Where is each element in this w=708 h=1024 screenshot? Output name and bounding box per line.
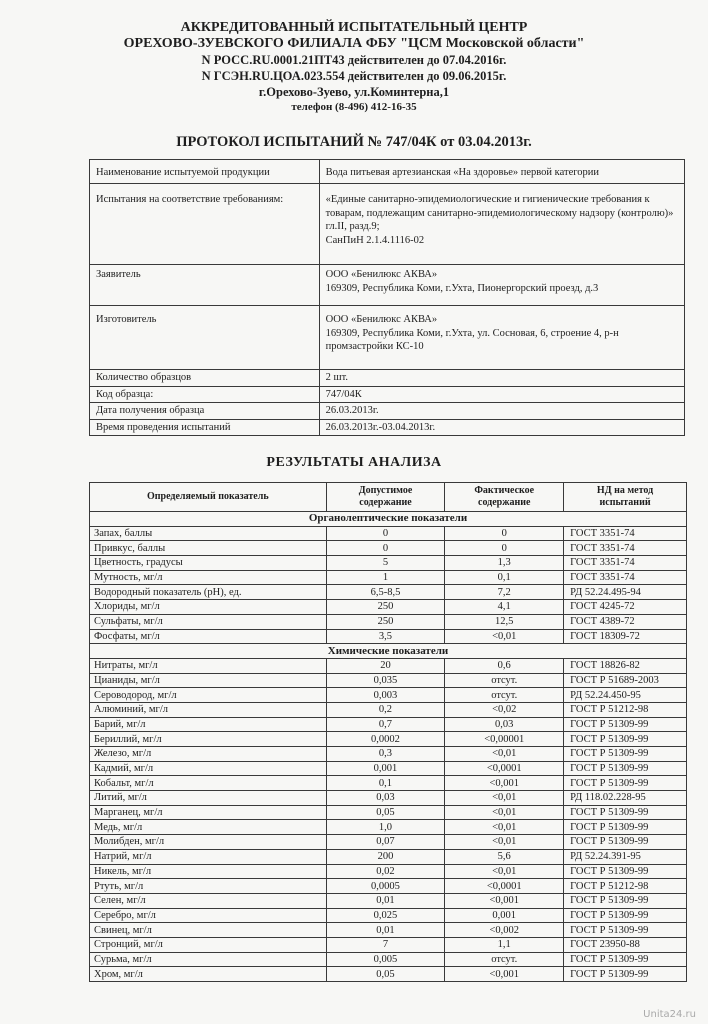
allowed-value-cell: 250 xyxy=(326,614,445,629)
column-header-label: содержание xyxy=(478,497,531,508)
parameter-name-cell: Нитраты, мг/л xyxy=(90,658,327,673)
parameter-name-cell: Молибден, мг/л xyxy=(90,835,327,850)
info-value: Вода питьевая артезианская «На здоровье» первой категории xyxy=(319,160,684,184)
method-cell: ГОСТ Р 51309-99 xyxy=(564,864,687,879)
actual-value-cell: 5,6 xyxy=(445,849,564,864)
method-cell: ГОСТ 4389-72 xyxy=(564,614,687,629)
method-cell: ГОСТ Р 51309-99 xyxy=(564,923,687,938)
info-row xyxy=(90,184,685,265)
parameter-name-cell: Кадмий, мг/л xyxy=(90,761,327,776)
allowed-value-cell: 0,0005 xyxy=(326,879,445,894)
allowed-value-cell: 0,03 xyxy=(326,791,445,806)
organization-header xyxy=(0,20,708,114)
info-row xyxy=(90,386,685,403)
allowed-value-cell: 0,01 xyxy=(326,923,445,938)
results-title: РЕЗУЛЬТАТЫ АНАЛИЗА xyxy=(266,455,442,470)
info-key: Количество образцов xyxy=(90,370,320,387)
actual-value-cell: <0,01 xyxy=(445,820,564,835)
method-cell: ГОСТ Р 51309-99 xyxy=(564,952,687,967)
actual-value-cell: 4,1 xyxy=(445,600,564,615)
method-cell: ГОСТ Р 51309-99 xyxy=(564,835,687,850)
actual-value-cell: <0,02 xyxy=(445,702,564,717)
parameter-name-cell: Медь, мг/л xyxy=(90,820,327,835)
info-value-cell xyxy=(319,306,684,370)
parameter-name-cell: Никель, мг/л xyxy=(90,864,327,879)
actual-value-cell: <0,01 xyxy=(445,805,564,820)
info-value: ООО «Бенилюкс АКВА» xyxy=(325,269,438,280)
parameter-name-cell: Натрий, мг/л xyxy=(90,849,327,864)
actual-value-cell: <0,00001 xyxy=(445,732,564,747)
column-header-label: испытаний xyxy=(599,497,651,508)
table-row xyxy=(90,688,687,703)
header-line: N ГСЭН.RU.ЦОА.023.554 действителен до 09.06.2015г. xyxy=(201,69,507,83)
info-value: 26.03.2013г.-03.04.2013г. xyxy=(319,419,684,436)
table-row xyxy=(90,526,687,541)
actual-value-cell: <0,001 xyxy=(445,967,564,982)
info-row xyxy=(90,403,685,420)
method-cell: ГОСТ Р 51309-99 xyxy=(564,732,687,747)
parameter-name-cell: Кобальт, мг/л xyxy=(90,776,327,791)
method-cell: РД 118.02.228-95 xyxy=(564,791,687,806)
table-row xyxy=(90,791,687,806)
method-cell: РД 52.24.391-95 xyxy=(564,849,687,864)
allowed-value-cell: 1,0 xyxy=(326,820,445,835)
parameter-name-cell: Хлориды, мг/л xyxy=(90,600,327,615)
actual-value-cell: 0 xyxy=(445,526,564,541)
column-header-label: НД на метод xyxy=(596,485,654,496)
parameter-name-cell: Фосфаты, мг/л xyxy=(90,629,327,644)
method-cell: РД 52.24.495-94 xyxy=(564,585,687,600)
info-row xyxy=(90,265,685,306)
column-header-label: содержание xyxy=(359,497,412,508)
table-row xyxy=(90,776,687,791)
method-cell: ГОСТ 3351-74 xyxy=(564,526,687,541)
allowed-value-cell: 0,7 xyxy=(326,717,445,732)
method-cell: ГОСТ 23950-88 xyxy=(564,937,687,952)
actual-value-cell: <0,01 xyxy=(445,747,564,762)
allowed-value-cell: 0,07 xyxy=(326,835,445,850)
allowed-value-cell: 0,001 xyxy=(326,761,445,776)
info-value: «Единые санитарно-эпидемиологические и гигиенические требования к товарам, подлежащим санитарно-эпидемиологическому надзору (контролю)» гл.II, разд.9; xyxy=(325,194,674,232)
method-cell: ГОСТ 18309-72 xyxy=(564,629,687,644)
info-value: 2 шт. xyxy=(319,370,684,387)
table-row xyxy=(90,952,687,967)
info-row xyxy=(90,160,685,184)
method-cell: ГОСТ Р 51212-98 xyxy=(564,702,687,717)
table-row xyxy=(90,937,687,952)
header-line: N РОСС.RU.0001.21ПТ43 действителен до 07.04.2016г. xyxy=(201,53,507,67)
table-row xyxy=(90,893,687,908)
header-line: телефон (8-496) 412-16-35 xyxy=(291,101,417,113)
method-cell: ГОСТ Р 51309-99 xyxy=(564,717,687,732)
method-cell: ГОСТ Р 51309-99 xyxy=(564,967,687,982)
info-key: Дата получения образца xyxy=(90,403,320,420)
actual-value-cell: 7,2 xyxy=(445,585,564,600)
actual-value-cell: <0,01 xyxy=(445,629,564,644)
header-line: г.Орехово-Зуево, ул.Коминтерна,1 xyxy=(258,85,450,99)
parameter-name-cell: Железо, мг/л xyxy=(90,747,327,762)
parameter-name-cell: Сурьма, мг/л xyxy=(90,952,327,967)
actual-value-cell: 1,1 xyxy=(445,937,564,952)
sample-info-table xyxy=(89,159,685,436)
allowed-value-cell: 0,1 xyxy=(326,776,445,791)
table-row xyxy=(90,585,687,600)
info-value: 747/04К xyxy=(319,386,684,403)
parameter-name-cell: Сероводород, мг/л xyxy=(90,688,327,703)
info-row xyxy=(90,306,685,370)
method-cell: ГОСТ Р 51309-99 xyxy=(564,805,687,820)
table-row xyxy=(90,864,687,879)
table-row xyxy=(90,879,687,894)
parameter-name-cell: Сульфаты, мг/л xyxy=(90,614,327,629)
table-row xyxy=(90,908,687,923)
table-row xyxy=(90,556,687,571)
info-key: Заявитель xyxy=(90,265,320,306)
info-key: Код образца: xyxy=(90,386,320,403)
table-row xyxy=(90,849,687,864)
info-value: 26.03.2013г. xyxy=(319,403,684,420)
info-row xyxy=(90,370,685,387)
allowed-value-cell: 0,003 xyxy=(326,688,445,703)
method-cell: ГОСТ 3351-74 xyxy=(564,570,687,585)
method-cell: ГОСТ 18826-82 xyxy=(564,658,687,673)
method-cell: ГОСТ Р 51309-99 xyxy=(564,747,687,762)
table-row xyxy=(90,717,687,732)
info-row xyxy=(90,419,685,436)
method-cell: ГОСТ 3351-74 xyxy=(564,556,687,571)
allowed-value-cell: 0,05 xyxy=(326,805,445,820)
actual-value-cell: отсут. xyxy=(445,952,564,967)
table-row xyxy=(90,600,687,615)
actual-value-cell: <0,002 xyxy=(445,923,564,938)
allowed-value-cell: 200 xyxy=(326,849,445,864)
actual-value-cell: 0 xyxy=(445,541,564,556)
table-row xyxy=(90,761,687,776)
allowed-value-cell: 0,0002 xyxy=(326,732,445,747)
column-header-name xyxy=(90,483,327,512)
info-value: 169309, Республика Коми, г.Ухта, Пионергорский проезд, д.3 xyxy=(325,282,599,294)
parameter-name-cell: Селен, мг/л xyxy=(90,893,327,908)
allowed-value-cell: 0,005 xyxy=(326,952,445,967)
header-line: АККРЕДИТОВАННЫЙ ИСПЫТАТЕЛЬНЫЙ ЦЕНТР xyxy=(180,20,528,35)
info-key: Время проведения испытаний xyxy=(90,419,320,436)
allowed-value-cell: 0,3 xyxy=(326,747,445,762)
column-header-method xyxy=(564,483,687,512)
actual-value-cell: <0,0001 xyxy=(445,879,564,894)
info-value-cell xyxy=(319,184,684,265)
allowed-value-cell: 0 xyxy=(326,526,445,541)
actual-value-cell: 12,5 xyxy=(445,614,564,629)
allowed-value-cell: 0,2 xyxy=(326,702,445,717)
section-header-row xyxy=(90,512,687,527)
actual-value-cell: <0,001 xyxy=(445,893,564,908)
section-title: Органолептические показатели xyxy=(90,512,687,527)
info-value: ООО «Бенилюкс АКВА» xyxy=(325,314,438,325)
method-cell: ГОСТ Р 51309-99 xyxy=(564,761,687,776)
actual-value-cell: 0,6 xyxy=(445,658,564,673)
actual-value-cell: <0,01 xyxy=(445,791,564,806)
parameter-name-cell: Бериллий, мг/л xyxy=(90,732,327,747)
info-key: Наименование испытуемой продукции xyxy=(90,160,320,184)
method-cell: ГОСТ 3351-74 xyxy=(564,541,687,556)
parameter-name-cell: Хром, мг/л xyxy=(90,967,327,982)
method-cell: ГОСТ Р 51309-99 xyxy=(564,893,687,908)
allowed-value-cell: 250 xyxy=(326,600,445,615)
info-value-cell xyxy=(319,265,684,306)
table-row xyxy=(90,673,687,688)
method-cell: ГОСТ Р 51309-99 xyxy=(564,776,687,791)
table-row xyxy=(90,835,687,850)
actual-value-cell: отсут. xyxy=(445,688,564,703)
method-cell: ГОСТ Р 51689-2003 xyxy=(564,673,687,688)
actual-value-cell: <0,01 xyxy=(445,864,564,879)
parameter-name-cell: Марганец, мг/л xyxy=(90,805,327,820)
method-cell: ГОСТ Р 51212-98 xyxy=(564,879,687,894)
parameter-name-cell: Цианиды, мг/л xyxy=(90,673,327,688)
column-header-allowed xyxy=(326,483,445,512)
allowed-value-cell: 0,02 xyxy=(326,864,445,879)
parameter-name-cell: Ртуть, мг/л xyxy=(90,879,327,894)
parameter-name-cell: Привкус, баллы xyxy=(90,541,327,556)
actual-value-cell: 1,3 xyxy=(445,556,564,571)
allowed-value-cell: 20 xyxy=(326,658,445,673)
actual-value-cell: <0,01 xyxy=(445,835,564,850)
allowed-value-cell: 0,01 xyxy=(326,893,445,908)
column-header-label: Фактическое xyxy=(474,485,535,496)
method-cell: РД 52.24.450-95 xyxy=(564,688,687,703)
method-cell: ГОСТ Р 51309-99 xyxy=(564,908,687,923)
results-header-row xyxy=(90,483,687,512)
allowed-value-cell: 5 xyxy=(326,556,445,571)
table-row xyxy=(90,629,687,644)
parameter-name-cell: Стронций, мг/л xyxy=(90,937,327,952)
parameter-name-cell: Свинец, мг/л xyxy=(90,923,327,938)
column-header-label: Допустимое xyxy=(358,485,413,496)
table-row xyxy=(90,805,687,820)
table-row xyxy=(90,658,687,673)
parameter-name-cell: Цветность, градусы xyxy=(90,556,327,571)
allowed-value-cell: 6,5-8,5 xyxy=(326,585,445,600)
table-row xyxy=(90,570,687,585)
allowed-value-cell: 0,025 xyxy=(326,908,445,923)
allowed-value-cell: 7 xyxy=(326,937,445,952)
parameter-name-cell: Запах, баллы xyxy=(90,526,327,541)
allowed-value-cell: 1 xyxy=(326,570,445,585)
table-row xyxy=(90,923,687,938)
table-row xyxy=(90,967,687,982)
column-header-label: Определяемый показатель xyxy=(146,491,269,502)
method-cell: ГОСТ Р 51309-99 xyxy=(564,820,687,835)
section-title: Химические показатели xyxy=(90,644,687,659)
table-row xyxy=(90,820,687,835)
table-row xyxy=(90,732,687,747)
actual-value-cell: 0,03 xyxy=(445,717,564,732)
parameter-name-cell: Алюминий, мг/л xyxy=(90,702,327,717)
info-value: 169309, Республика Коми, г.Ухта, ул. Сосновая, 6, строение 4, р-н промзастройки КС-10 xyxy=(325,327,619,352)
parameter-name-cell: Серебро, мг/л xyxy=(90,908,327,923)
table-row xyxy=(90,702,687,717)
table-row xyxy=(90,747,687,762)
table-row xyxy=(90,541,687,556)
allowed-value-cell: 0,05 xyxy=(326,967,445,982)
parameter-name-cell: Мутность, мг/л xyxy=(90,570,327,585)
section-header-row xyxy=(90,644,687,659)
actual-value-cell: 0,001 xyxy=(445,908,564,923)
parameter-name-cell: Водородный показатель (pH), ед. xyxy=(90,585,327,600)
info-key: Испытания на соответствие требованиям: xyxy=(90,184,320,265)
method-cell: ГОСТ 4245-72 xyxy=(564,600,687,615)
parameter-name-cell: Барий, мг/л xyxy=(90,717,327,732)
info-value: СанПиН 2.1.4.1116-02 xyxy=(325,234,425,246)
allowed-value-cell: 0 xyxy=(326,541,445,556)
allowed-value-cell: 0,035 xyxy=(326,673,445,688)
column-header-actual xyxy=(445,483,564,512)
actual-value-cell: 0,1 xyxy=(445,570,564,585)
table-row xyxy=(90,614,687,629)
header-line: ОРЕХОВО-ЗУЕВСКОГО ФИЛИАЛА ФБУ "ЦСМ Московской области" xyxy=(123,36,585,51)
watermark: Unita24.ru xyxy=(643,1009,696,1020)
info-key: Изготовитель xyxy=(90,306,320,370)
parameter-name-cell: Литий, мг/л xyxy=(90,791,327,806)
results-table xyxy=(89,482,687,982)
actual-value-cell: <0,001 xyxy=(445,776,564,791)
allowed-value-cell: 3,5 xyxy=(326,629,445,644)
protocol-title: ПРОТОКОЛ ИСПЫТАНИЙ № 747/04К от 03.04.2013г. xyxy=(176,134,532,150)
actual-value-cell: отсут. xyxy=(445,673,564,688)
actual-value-cell: <0,0001 xyxy=(445,761,564,776)
